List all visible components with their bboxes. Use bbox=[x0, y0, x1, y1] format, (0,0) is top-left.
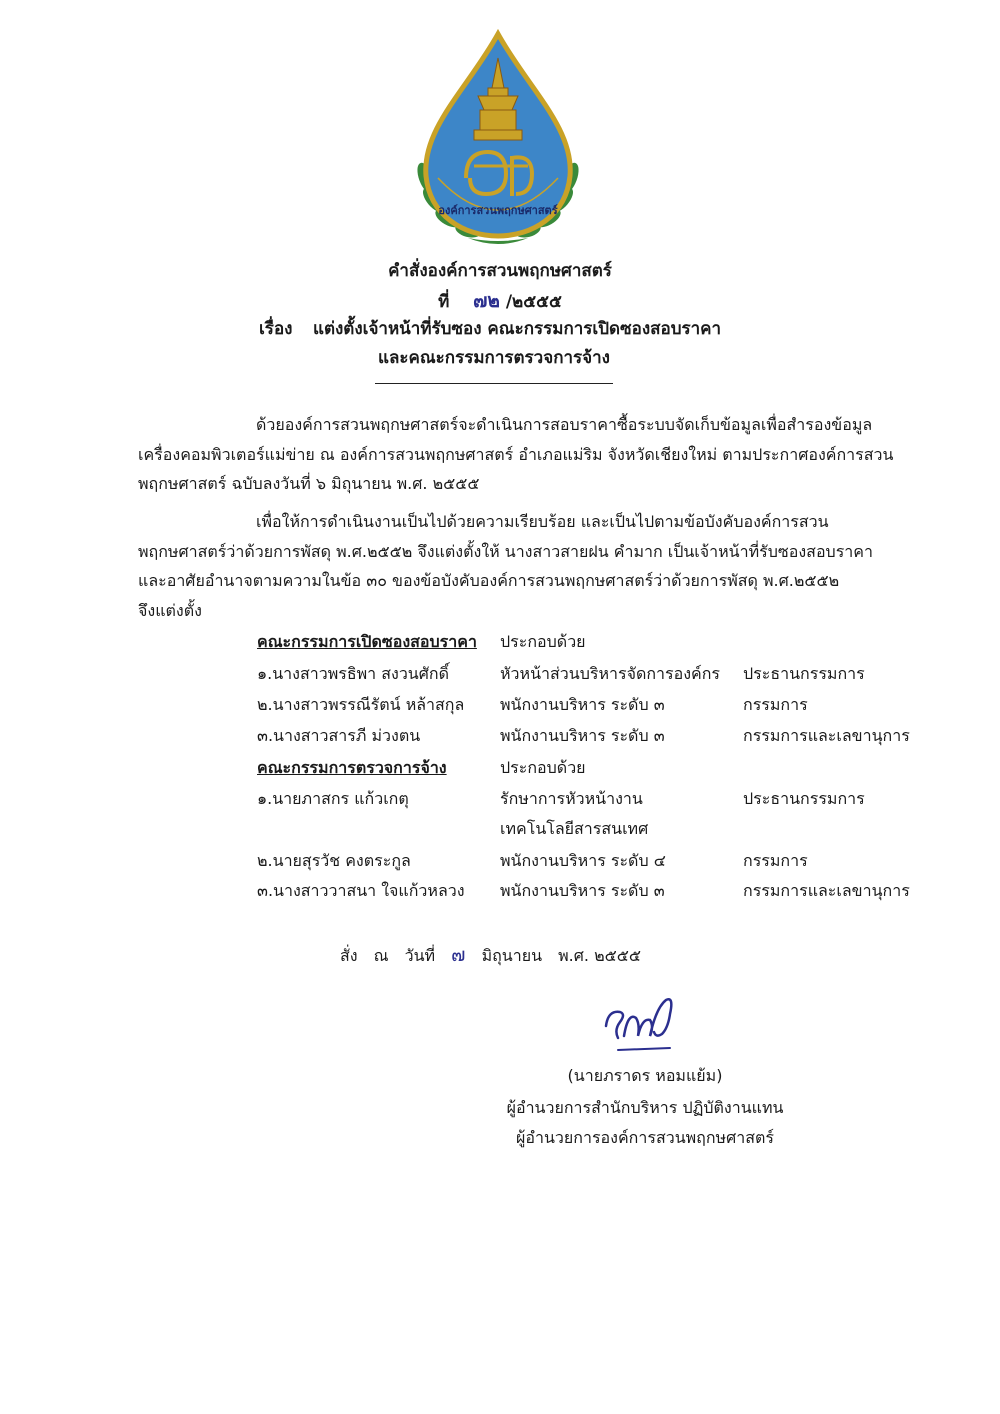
paragraph-line: พฤกษศาสตร์ว่าด้วยการพัสดุ พ.ศ.๒๕๕๒ จึงแต่งตั้งให้ นางสาวสายฝน คำมาก เป็นเจ้าหน้าที่รับซองสอบราคา bbox=[138, 541, 873, 561]
member-name: ๑.นายภาสกร แก้วเกตุ bbox=[257, 789, 409, 808]
paragraph-line: และอาศัยอำนาจตามความในข้อ ๓๐ ของข้อบังคับองค์การสวนพฤกษศาสตร์ว่าด้วยการพัสดุ พ.ศ.๒๕๕๒ bbox=[138, 571, 840, 590]
paragraph-2 bbox=[138, 507, 902, 625]
subject-label: เรื่อง bbox=[259, 319, 293, 339]
member-role: กรรมการ bbox=[743, 851, 808, 870]
member-position-cont: เทคโนโลยีสารสนเทศ bbox=[500, 819, 649, 838]
issued-day: ๗ bbox=[451, 944, 466, 966]
issued-word: วันที่ bbox=[404, 946, 436, 965]
issued-word: ณ bbox=[373, 946, 389, 965]
member-role: ประธานกรรมการ bbox=[743, 664, 865, 683]
order-number: ๗๒ bbox=[473, 290, 500, 312]
issued-year: พ.ศ. ๒๕๕๕ bbox=[558, 946, 641, 965]
signatory-title-2: ผู้อำนวยการองค์การสวนพฤกษศาสตร์ bbox=[516, 1128, 774, 1147]
paragraph-line: เครื่องคอมพิวเตอร์แม่ข่าย ณ องค์การสวนพฤกษศาสตร์ อำเภอแม่ริม จังหวัดเชียงใหม่ ตามประกาศองค์การสวน bbox=[138, 444, 894, 464]
number-label: ที่ bbox=[438, 292, 450, 312]
member-name: ๒.นางสาวพรรณีรัตน์ หล้าสกุล bbox=[257, 695, 465, 714]
member-position: รักษาการหัวหน้างาน bbox=[500, 789, 643, 808]
paragraph-line: พฤกษศาสตร์ ฉบับลงวันที่ ๖ มิถุนายน พ.ศ. ๒๕๕๕ bbox=[138, 474, 480, 493]
member-position: หัวหน้าส่วนบริหารจัดการองค์กร bbox=[500, 664, 720, 683]
paragraph-1 bbox=[138, 410, 902, 499]
order-title: คำสั่งองค์การสวนพฤกษศาสตร์ bbox=[388, 261, 612, 281]
member-name: ๑.นางสาวพรธิพา สงวนศักดิ์ bbox=[257, 664, 449, 683]
member-name: ๒.นายสุรวัช คงตระกูล bbox=[257, 851, 411, 870]
committee-1-title: คณะกรรมการเปิดซองสอบราคา bbox=[257, 632, 477, 651]
member-position: พนักงานบริหาร ระดับ ๔ bbox=[500, 851, 666, 870]
member-position: พนักงานบริหาร ระดับ ๓ bbox=[500, 726, 665, 745]
logo-text: องค์การสวนพฤกษศาสตร์ bbox=[438, 204, 558, 217]
issued-word: สั่ง bbox=[340, 946, 358, 965]
member-role: ประธานกรรมการ bbox=[743, 789, 865, 808]
signatory-name: (นายภราดร หอมแย้ม) bbox=[567, 1066, 723, 1085]
committee-1-suffix: ประกอบด้วย bbox=[500, 632, 586, 651]
member-position: พนักงานบริหาร ระดับ ๓ bbox=[500, 695, 665, 714]
paragraph-line: เพื่อให้การดำเนินงานเป็นไปด้วยความเรียบร้อย และเป็นไปตามข้อบังคับองค์การสวน bbox=[256, 512, 829, 531]
member-role: กรรมการ bbox=[743, 695, 808, 714]
order-year: /๒๕๕๕ bbox=[505, 292, 562, 312]
signature-icon bbox=[596, 988, 686, 1056]
subject-line bbox=[259, 315, 721, 342]
organization-logo bbox=[408, 28, 588, 250]
subject-text-1: แต่งตั้งเจ้าหน้าที่รับซอง คณะกรรมการเปิดซองสอบราคา bbox=[313, 319, 722, 339]
committee-2-title: คณะกรรมการตรวจการจ้าง bbox=[257, 758, 447, 777]
member-role: กรรมการและเลขานุการ bbox=[743, 726, 910, 745]
member-name: ๓.นางสาววาสนา ใจแก้วหลวง bbox=[257, 881, 465, 900]
member-name: ๓.นางสาวสารภี ม่วงตน bbox=[257, 726, 421, 745]
header-divider bbox=[375, 383, 613, 384]
issued-date-line bbox=[340, 940, 652, 970]
order-number-line bbox=[0, 286, 1000, 316]
subject-text-2: และคณะกรรมการตรวจการจ้าง bbox=[378, 348, 610, 368]
paragraph-line: ด้วยองค์การสวนพฤกษศาสตร์จะดำเนินการสอบราคาซื้อระบบจัดเก็บข้อมูลเพื่อสำรองข้อมูล bbox=[256, 415, 873, 434]
member-role: กรรมการและเลขานุการ bbox=[743, 881, 910, 900]
committee-2-suffix: ประกอบด้วย bbox=[500, 758, 586, 777]
paragraph-line: จึงแต่งตั้ง bbox=[138, 600, 202, 620]
signatory-title-1: ผู้อำนวยการสำนักบริหาร ปฏิบัติงานแทน bbox=[506, 1098, 784, 1117]
issued-month: มิถุนายน bbox=[481, 946, 543, 965]
member-position: พนักงานบริหาร ระดับ ๓ bbox=[500, 881, 665, 900]
